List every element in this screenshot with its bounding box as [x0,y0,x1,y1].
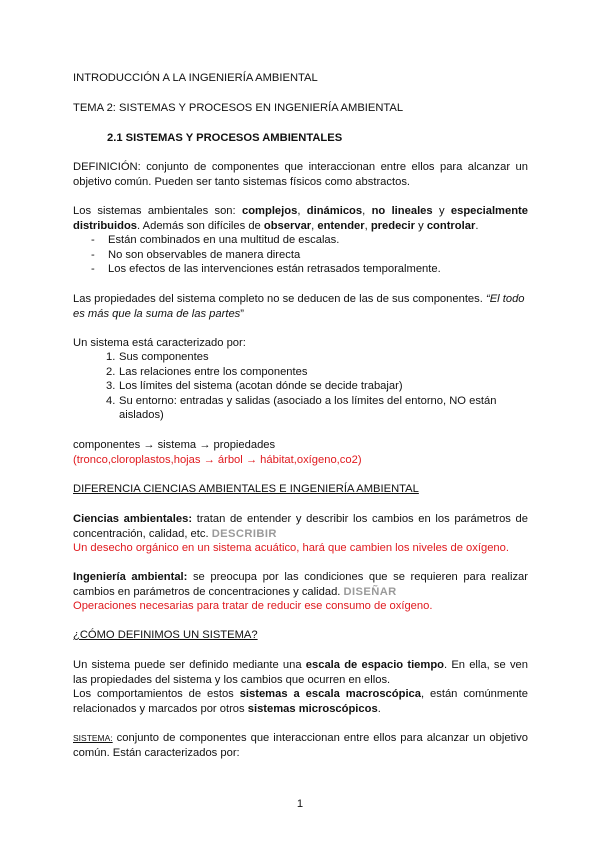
section-heading: 2.1 SISTEMAS Y PROCESOS AMBIENTALES [107,132,343,144]
diferencia-heading: DIFERENCIA CIENCIAS AMBIENTALES E INGENIERÍA AMBIENTAL [73,483,419,495]
ingenieria-label: Ingeniería ambiental: [73,571,188,583]
flow-example: (tronco,cloroplastos,hojas → árbol → hábitat,oxígeno,co2) [73,454,362,466]
comportamientos-paragraph: Los comportamientos de estos sistemas a escala macroscópica, están comúnmente relacionados y marcados por otros sistemas microscópicos. [73,688,528,715]
propiedades-paragraph: Las propiedades del sistema completo no se deducen de las de sus componentes. “El todo es más que la suma de las partes” [73,293,525,320]
ingenieria-paragraph: Ingeniería ambiental: se preocupa por las condiciones que se requieren para realizar cambios en parámetros de concentraciones y calidad. DISEÑAR [73,571,528,598]
list-item: 3. Los límites del sistema (acotan dónde se decide trabajar) [106,380,403,393]
ciencias-label: Ciencias ambientales: [73,513,193,525]
page-number: 1 [296,798,304,810]
characteristics-list [91,233,521,277]
caracterizado-intro: Un sistema está caracterizado por: [73,337,246,349]
list-item: - Los efectos de las intervenciones están retrasados temporalmente. [91,262,521,277]
ciencias-example: Un desecho orgánico en un sistema acuático, hará que cambien los niveles de oxígeno. [73,542,509,554]
sistema-label: SISTEMA: [73,733,113,743]
ingenieria-example: Operaciones necesarias para tratar de reducir ese consumo de oxígeno. [73,600,433,612]
list-item: - Están combinados en una multitud de escalas. [91,233,521,248]
tema-heading: TEMA 2: SISTEMAS Y PROCESOS EN INGENIERÍA AMBIENTAL [73,102,404,114]
ciencias-paragraph: Ciencias ambientales: tratan de entender y describir los cambios en los parámetros de concentración, calidad, etc. DESCRIBIR [73,513,528,540]
document-title: INTRODUCCIÓN A LA INGENIERÍA AMBIENTAL [73,72,318,84]
definicion-paragraph: DEFINICIÓN: conjunto de componentes que interaccionan entre ellos para alcanzar un objetivo común. Pueden ser tanto sistemas físicos como abstractos. [73,161,528,188]
characterization-list [106,350,526,423]
describir-tag: DESCRIBIR [211,527,277,540]
list-item: 2. Las relaciones entre los componentes [106,365,308,378]
list-item: 1. Sus componentes [106,351,209,363]
sistema-definition: SISTEMA: conjunto de componentes que interaccionan entre ellos para alcanzar un objetivo común. Están caracterizados por: [73,732,528,759]
como-heading: ¿CÓMO DEFINIMOS UN SISTEMA? [73,629,258,641]
sistemas-ambientales-paragraph: Los sistemas ambientales son: complejos, dinámicos, no lineales y especialmente distribuidos. Además son difíciles de observar, entender, predecir y controlar. [73,205,529,232]
disenar-tag: DISEÑAR [343,585,397,598]
escala-paragraph: Un sistema puede ser definido mediante una escala de espacio tiempo. En ella, se ven las propiedades del sistema y los cambios que ocurren en ellos. [73,659,528,686]
list-item: 4. Su entorno: entradas y salidas (asociado a los límites del entorno, NO están aislados) [106,394,497,422]
flow-line: componentes → sistema → propiedades [73,439,276,451]
list-item: - No son observables de manera directa [91,248,521,263]
